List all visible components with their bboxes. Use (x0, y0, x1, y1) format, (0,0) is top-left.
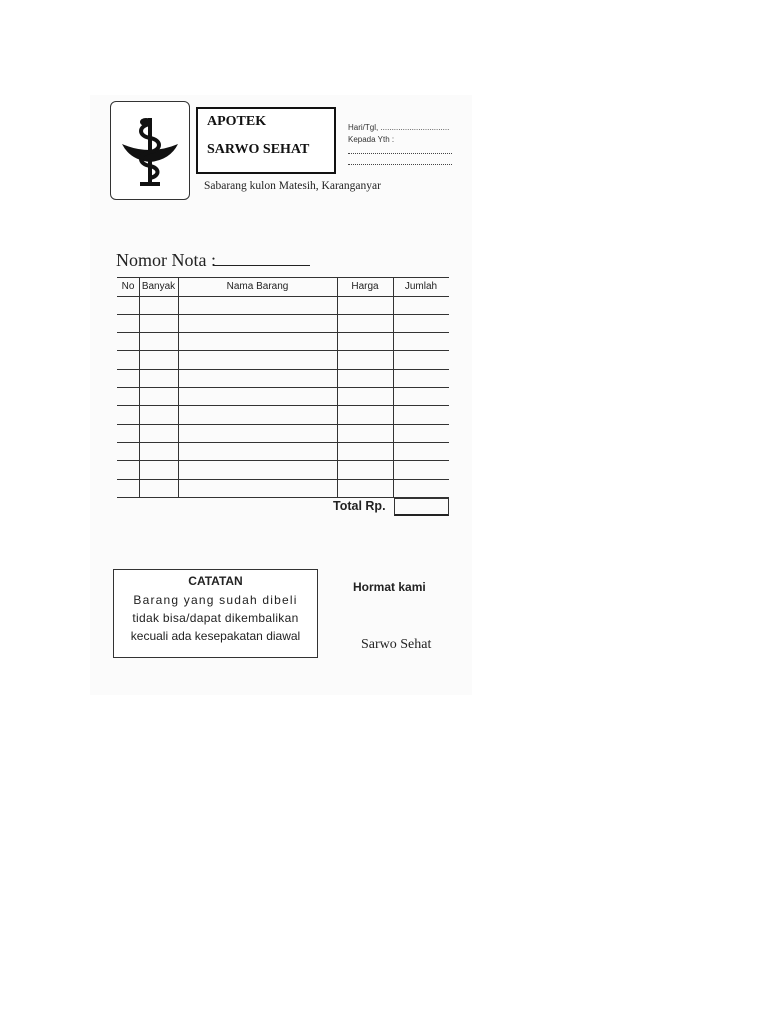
caduceus-icon (120, 114, 180, 188)
table-rule (117, 369, 449, 370)
kepada-yth-label: Kepada Yth : (348, 135, 395, 144)
column-header-nama-barang: Nama Barang (226, 281, 289, 292)
nomor-nota-label: Nomor Nota : (116, 250, 216, 270)
catatan-box (113, 569, 318, 658)
table-rule (117, 350, 449, 351)
table-rule (117, 296, 449, 297)
table-rule (117, 314, 449, 315)
signature-name: Sarwo Sehat (361, 637, 432, 652)
pharmacy-type: APOTEK (207, 114, 267, 129)
items-table (117, 277, 449, 498)
column-header-banyak: Banyak (141, 281, 176, 292)
pharmacy-logo (110, 101, 190, 200)
column-header-no: No (121, 281, 135, 292)
table-column-divider (393, 277, 394, 498)
hari-tgl-label: Hari/Tgl, ............................... (348, 123, 450, 132)
catatan-line-3: kecuali ada kesepakatan diawal (130, 629, 301, 643)
total-label: Total Rp. (333, 499, 386, 513)
catatan-line-2: tidak bisa/dapat dikembalikan (132, 611, 299, 625)
pharmacy-name: SARWO SEHAT (207, 142, 310, 157)
column-header-harga: Harga (351, 281, 379, 292)
table-rule (117, 424, 449, 425)
table-rule (117, 332, 449, 333)
table-rule (117, 387, 449, 388)
pharmacy-name-box (196, 107, 336, 174)
table-rule (117, 277, 449, 278)
pharmacy-address: Sabarang kulon Matesih, Karanganyar (204, 180, 381, 192)
table-rule (117, 460, 449, 461)
recipient-line-2 (348, 164, 452, 165)
nomor-nota-field (213, 265, 310, 266)
hormat-kami-label: Hormat kami (353, 580, 426, 594)
recipient-line-1 (348, 153, 452, 154)
column-header-jumlah: Jumlah (404, 281, 438, 292)
table-rule (117, 405, 449, 406)
table-rule (117, 479, 449, 480)
total-field (394, 498, 449, 516)
table-column-divider (337, 277, 338, 498)
catatan-title: CATATAN (188, 574, 243, 588)
catatan-line-1: Barang yang sudah dibeli (133, 593, 298, 607)
table-column-divider (178, 277, 179, 498)
table-rule (117, 442, 449, 443)
table-column-divider (139, 277, 140, 498)
